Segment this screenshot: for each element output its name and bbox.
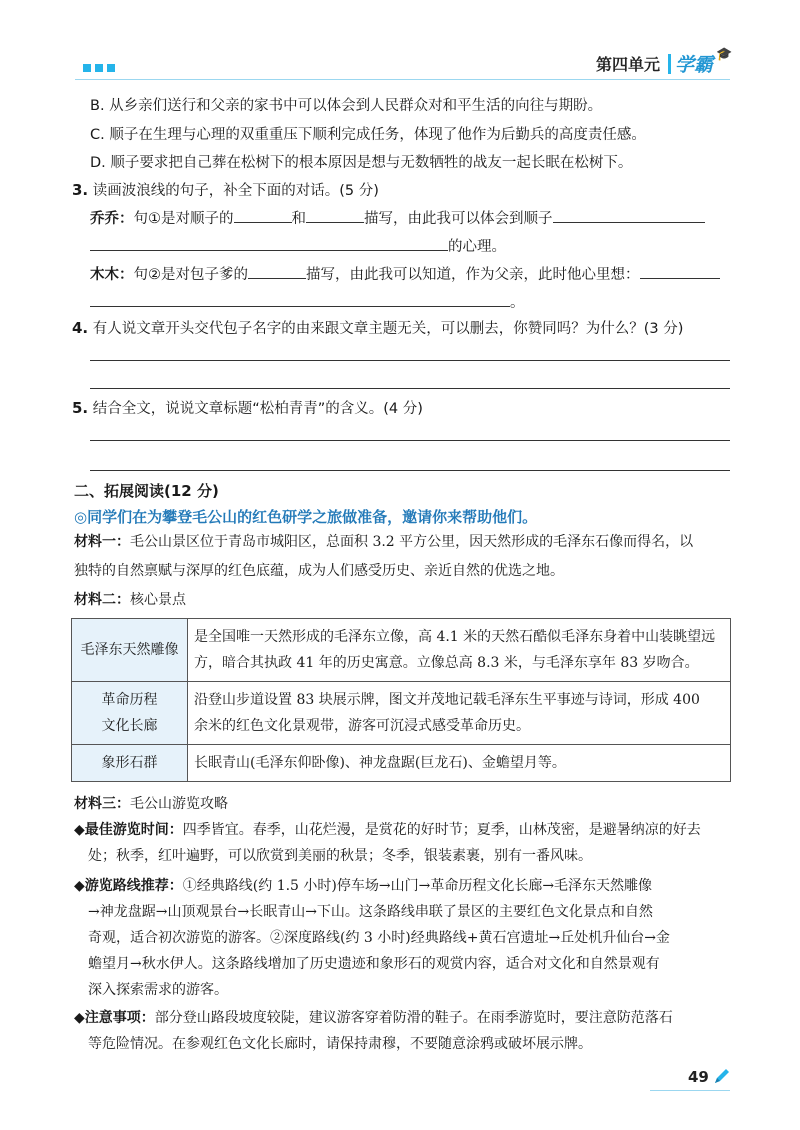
dialogue-text: 句②是对包子爹的 (133, 267, 248, 283)
table-row (72, 619, 731, 682)
material-2 (74, 590, 186, 610)
option-c: C. 顺子在生理与心理的双重重压下顺利完成任务，体现了他作为后勤兵的高度责任感。 (90, 127, 646, 143)
material-label: 材料二： (74, 592, 130, 608)
question-3 (72, 180, 379, 201)
question-4 (72, 318, 683, 339)
tip-text: 蟾望月→秋水伊人。这条路线增加了历史遗迹和象形石的观赏内容，适合对文化和自然景观有 (88, 956, 660, 972)
material-1 (74, 532, 693, 552)
spot-name-line: 文化长廊 (101, 718, 158, 734)
graduation-cap-icon: 🎓 (716, 47, 733, 62)
spot-name: 象形石群 (72, 745, 188, 782)
question-5 (72, 398, 423, 419)
dialogue-text: 描写，由此我可以体会到顺子 (364, 211, 553, 227)
question-number: 3. (72, 181, 89, 199)
question-number: 5. (72, 399, 89, 417)
section-title: 二、拓展阅读(12 分) (74, 482, 219, 500)
tip-notes (74, 1005, 734, 1057)
material-text: 毛公山游览攻略 (130, 796, 228, 812)
dialogue-qiao (90, 208, 705, 229)
tip-label: ◆注意事项： (74, 1010, 155, 1026)
pencil-icon (712, 1066, 732, 1090)
question-text: 有人说文章开头交代包子名字的由来跟文章主题无关，可以删去，你赞同吗？为什么？(3 分) (92, 321, 684, 337)
answer-line[interactable] (90, 440, 730, 441)
tip-text: 深入探索需求的游客。 (88, 982, 228, 998)
spot-name-line: 革命历程 (101, 692, 158, 708)
tip-text: ①经典路线(约 1.5 小时)停车场→山门→革命历程文化长廊→毛泽东天然雕像 (182, 878, 653, 894)
tip-label: ◆游览路线推荐： (74, 878, 183, 894)
header-divider (668, 54, 671, 74)
material-label: 材料三： (74, 796, 130, 812)
answer-line[interactable] (90, 470, 730, 471)
tip-label: ◆最佳游览时间： (74, 822, 183, 838)
header-rule (75, 79, 730, 80)
answer-blank[interactable] (90, 236, 448, 251)
spot-desc-line: 沿登山步道设置 83 块展示牌，图文并茂地记载毛泽东生平事迹与诗词，形成 400 (194, 692, 700, 708)
spot-desc-line: 余米的红色文化景观带，游客可沉浸式感受革命历史。 (194, 718, 530, 734)
material-text: 毛公山景区位于青岛市城阳区，总面积 3.2 平方公里，因天然形成的毛泽东石像而得名，以 (130, 534, 694, 550)
dialogue-mu-cont (90, 292, 525, 313)
option-d: D. 顺子要求把自己葬在松树下的根本原因是想与无数牺牲的战友一起长眠在松树下。 (90, 155, 633, 171)
dialogue-text: 描写，由此我可以知道，作为父亲，此时他心里想： (306, 267, 640, 283)
dialogue-mu (90, 264, 720, 285)
speaker-label: 乔乔： (90, 211, 134, 227)
question-text: 结合全文，说说文章标题“松柏青青”的含义。(4 分) (92, 401, 423, 417)
material-label: 材料一： (74, 534, 130, 550)
section-intro: ◎同学们在为攀登毛公山的红色研学之旅做准备，邀请你来帮助他们。 (74, 508, 538, 526)
spot-desc-line: 是全国唯一天然形成的毛泽东立像，高 4.1 米的天然石酷似毛泽东身着中山装眺望远 (194, 629, 716, 645)
speaker-label: 木木： (90, 267, 134, 283)
table-row (72, 745, 731, 782)
tip-routes (74, 873, 734, 1003)
answer-blank[interactable] (234, 208, 292, 223)
dialogue-text: 和 (291, 211, 306, 227)
answer-blank[interactable] (553, 208, 705, 223)
answer-blank[interactable] (90, 292, 510, 307)
scenic-spots-table (71, 618, 731, 782)
material-1-cont: 独特的自然禀赋与深厚的红色底蕴，成为人们感受历史、亲近自然的优选之地。 (74, 563, 564, 579)
answer-line[interactable] (90, 360, 730, 361)
tip-text: →神龙盘踞→山顶观景台→长眠青山→下山。这条路线串联了景区的主要红色文化景点和自然 (88, 904, 653, 920)
spot-desc (188, 619, 731, 682)
spot-desc-line: 方，暗合其执政 41 年的历史寓意。立像总高 8.3 米，与毛泽东享年 83 岁吻合。 (194, 655, 699, 671)
answer-blank[interactable] (640, 264, 720, 279)
question-number: 4. (72, 319, 89, 337)
table-row (72, 682, 731, 745)
tip-text: 奇观，适合初次游览的游客。②深度路线(约 3 小时)经典路线+黄石宫遗址→丘处机升仙台→金 (88, 930, 670, 946)
footer-rule (650, 1090, 730, 1091)
header-decoration (83, 64, 115, 72)
tip-text: 等危险情况。在参观红色文化长廊时，请保持肃穆，不要随意涂鸦或破坏展示牌。 (88, 1036, 592, 1052)
answer-line[interactable] (90, 388, 730, 389)
answer-blank[interactable] (248, 264, 306, 279)
brand-logo: 学霸 (675, 54, 714, 76)
unit-title: 第四单元 (596, 55, 661, 74)
spot-desc (188, 682, 731, 745)
spot-desc: 长眠青山(毛泽东仰卧像)、神龙盘踞(巨龙石)、金蟾望月等。 (188, 745, 731, 782)
page-number: 49 (688, 1068, 709, 1086)
dialogue-text: 。 (510, 295, 525, 311)
dialogue-qiao-cont (90, 236, 506, 257)
tip-text: 处；秋季，红叶遍野，可以欣赏到美丽的秋景；冬季，银装素裹，别有一番风味。 (88, 848, 592, 864)
tip-text: 部分登山路段坡度较陡，建议游客穿着防滑的鞋子。在雨季游览时，要注意防范落石 (154, 1010, 673, 1026)
question-text: 读画波浪线的句子，补全下面的对话。(5 分) (92, 183, 379, 199)
spot-name (72, 682, 188, 745)
tip-best-time (74, 817, 734, 869)
option-b: B. 从乡亲们送行和父亲的家书中可以体会到人民群众对和平生活的向往与期盼。 (90, 98, 603, 114)
answer-blank[interactable] (306, 208, 364, 223)
dialogue-text: 的心理。 (448, 239, 506, 255)
spot-name: 毛泽东天然雕像 (72, 619, 188, 682)
tip-text: 四季皆宜。春季，山花烂漫，是赏花的好时节；夏季，山林茂密，是避暑纳凉的好去 (182, 822, 701, 838)
material-text: 核心景点 (130, 592, 186, 608)
material-3 (74, 794, 228, 814)
dialogue-text: 句①是对顺子的 (133, 211, 234, 227)
